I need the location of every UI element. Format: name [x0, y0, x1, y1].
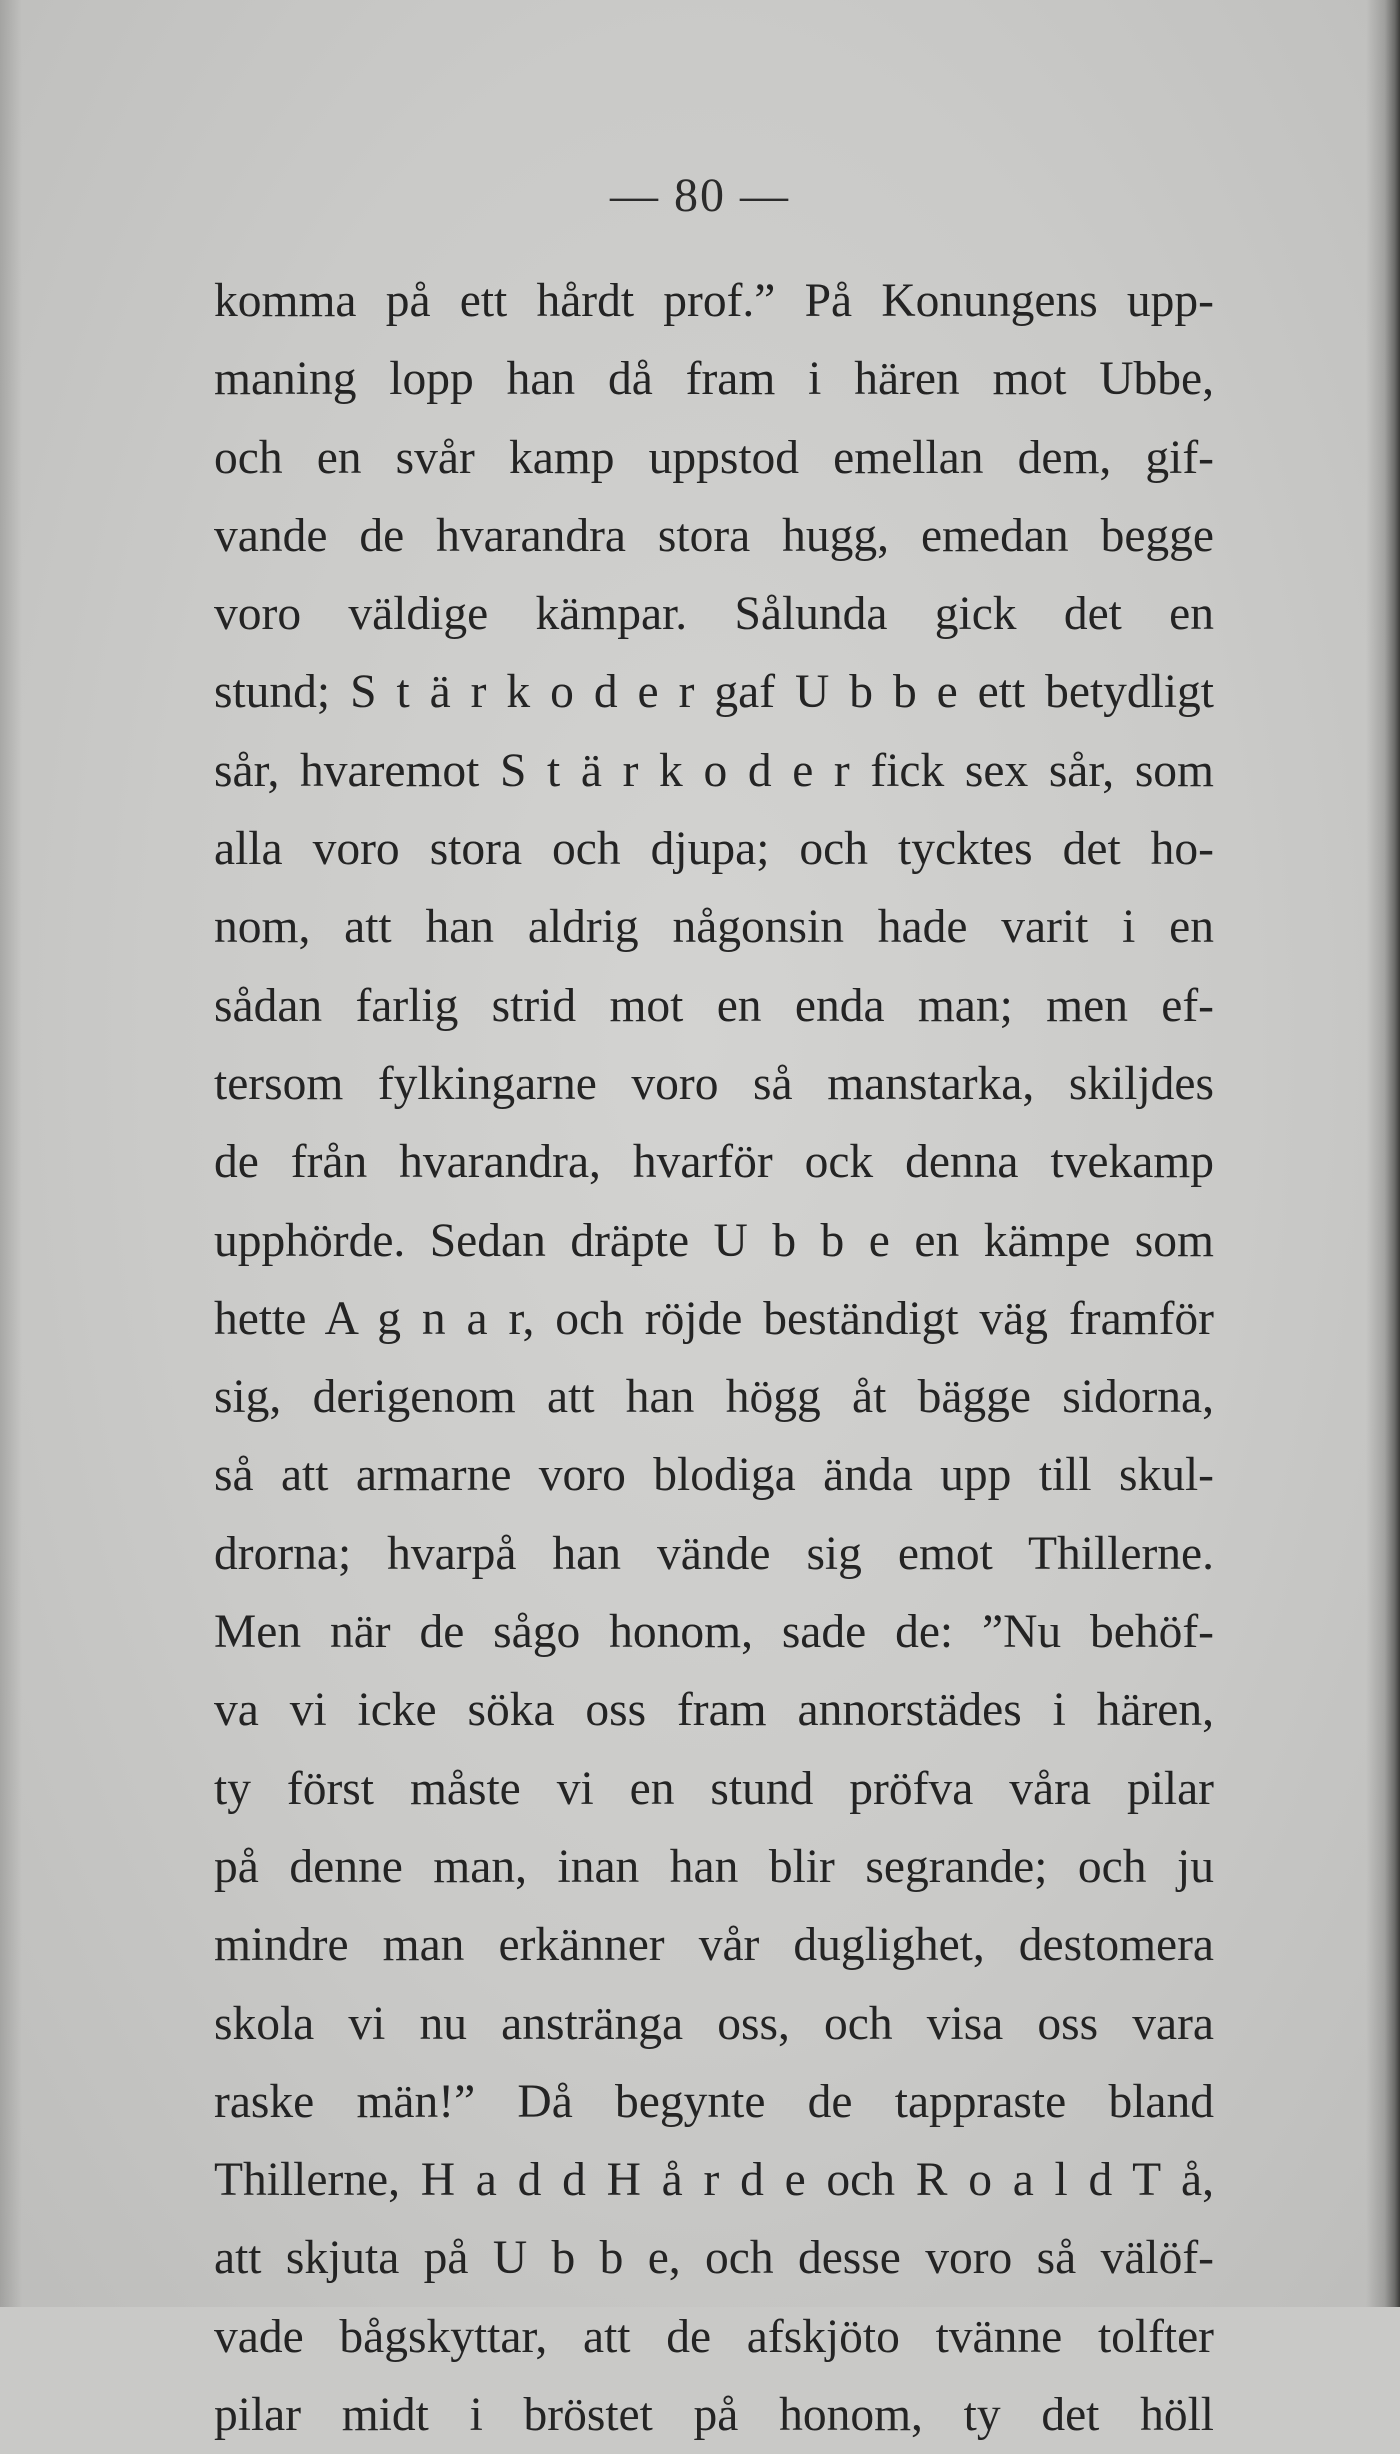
text-line: ty först måste vi en stund pröfva våra pilar [214, 1762, 1214, 1815]
text-line: voro väldige kämpar. Sålunda gick det en [214, 588, 1214, 641]
page-number: — 80 — [610, 169, 790, 222]
text-line: nom, att han aldrig någonsin hade varit i en [214, 901, 1214, 954]
text-line: de från hvarandra, hvarför ock denna tvekamp [214, 1136, 1214, 1189]
text-line: va vi icke söka oss fram annorstädes i hären, [214, 1684, 1214, 1737]
text-line: maning lopp han då fram i hären mot Ubbe, [214, 353, 1214, 406]
text-line: hette A g n a r, och röjde beständigt väg framför [214, 1292, 1214, 1345]
text-line: alla voro stora och djupa; och tycktes det ho- [214, 823, 1214, 876]
text-line: och en svår kamp uppstod emellan dem, gif- [214, 431, 1214, 484]
text-line: Men när de sågo honom, sade de: ”Nu behöf- [214, 1606, 1214, 1659]
text-line: Thillerne, H a d d H å r d e och R o a l d T å, [214, 2154, 1214, 2207]
page-binding-shadow [1366, 0, 1400, 2307]
text-line: skola vi nu anstränga oss, och visa oss vara [214, 1997, 1214, 2050]
text-line: sig, derigenom att han högg åt bägge sidorna, [214, 1371, 1214, 1424]
text-line: tersom fylkingarne voro så manstarka, skiljdes [214, 1057, 1214, 1110]
text-line: upphörde. Sedan dräpte U b b e en kämpe som [214, 1214, 1214, 1267]
text-line: raske män!” Då begynte de tappraste bland [214, 2075, 1214, 2128]
text-line: på denne man, inan han blir segrande; och ju [214, 1840, 1214, 1893]
text-line: vade bågskyttar, att de afskjöto tvänne tolfter [214, 2310, 1214, 2363]
text-line: drorna; hvarpå han vände sig emot Thillerne. [214, 1527, 1214, 1580]
body-text [214, 262, 1214, 2454]
text-line: sår, hvaremot S t ä r k o d e r fick sex sår, som [214, 744, 1214, 797]
text-line: att skjuta på U b b e, och desse voro så välöf- [214, 2232, 1214, 2285]
text-line: mindre man erkänner vår duglighet, destomera [214, 1919, 1214, 1972]
text-line: vande de hvarandra stora hugg, emedan begge [214, 509, 1214, 562]
page-left-edge-shadow [0, 0, 22, 2307]
text-line: sådan farlig strid mot en enda man; men ef- [214, 979, 1214, 1032]
text-line: pilar midt i bröstet på honom, ty det höll [214, 2389, 1214, 2442]
text-line: stund; S t ä r k o d e r gaf U b b e ett betydligt [214, 666, 1214, 719]
text-line: komma på ett hårdt prof.” På Konungens upp- [214, 275, 1214, 327]
text-line: så att armarne voro blodiga ända upp till skul- [214, 1449, 1214, 1502]
